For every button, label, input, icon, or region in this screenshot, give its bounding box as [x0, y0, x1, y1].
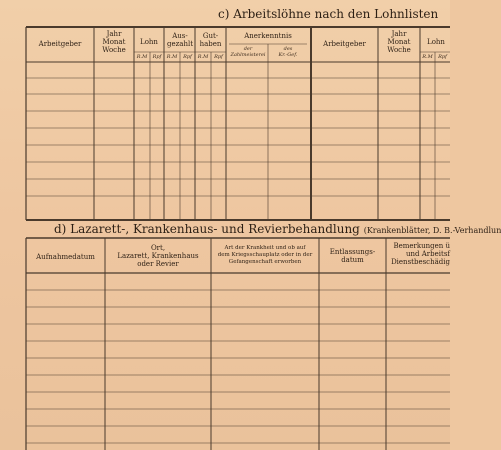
col-guthaben: Gut- haben	[199, 32, 222, 48]
col-arbeitgeber-2: Arbeitgeber	[323, 40, 366, 48]
currency-rpf-3: Rpf	[214, 54, 223, 60]
col-lohn: Lohn	[140, 38, 158, 46]
currency-rm-2: R.M	[166, 54, 178, 60]
col-krankheit: Art der Krankheit und ob auf dem Kriegsschauplatz oder in der Gefangenschaft erworben	[217, 245, 313, 265]
col-anerkenntnis: Anerkenntnis	[244, 32, 292, 40]
currency-rpf-4: Rpf	[438, 54, 447, 60]
currency-rpf-1: Rpf	[152, 54, 162, 60]
currency-rm-4: R.M	[422, 54, 433, 60]
currency-rpf-2: Rpf	[183, 54, 192, 60]
currency-rm-1: R.M	[136, 54, 148, 60]
col-anerk-der: der Zahlmeisterei	[230, 46, 266, 58]
col-entlassungsdatum: Entlassungs- datum	[329, 248, 376, 264]
col-ausgezahlt: Aus- gezahlt	[166, 32, 194, 48]
col-bemerkungen: Bemerkungen ü und Arbeitsf Dienstbeschädig	[391, 242, 450, 266]
col-lohn-2: Lohn	[427, 38, 445, 46]
currency-rm-3: R.M	[197, 54, 209, 60]
col-aufnahmedatum: Aufnahmedatum	[36, 253, 95, 261]
col-anerk-des: des Kr.-Gef.	[278, 46, 298, 58]
col-jahr-monat-woche-2: Jahr Monat Woche	[387, 30, 411, 54]
col-jahr-monat-woche: Jahr Monat Woche	[102, 30, 126, 54]
col-ort: Ort, Lazarett, Krankenhaus oder Revier	[117, 244, 199, 268]
col-arbeitgeber: Arbeitgeber	[38, 40, 82, 48]
section-d-title-main: d) Lazarett-, Krankenhaus- und Revierbehandlung	[54, 222, 360, 236]
section-d-title-suffix: (Krankenblätter, D. B.-Verhandlun	[363, 226, 501, 235]
section-d-title	[54, 222, 501, 236]
section-c-title: c) Arbeitslöhne nach den Lohnlisten	[218, 7, 439, 21]
